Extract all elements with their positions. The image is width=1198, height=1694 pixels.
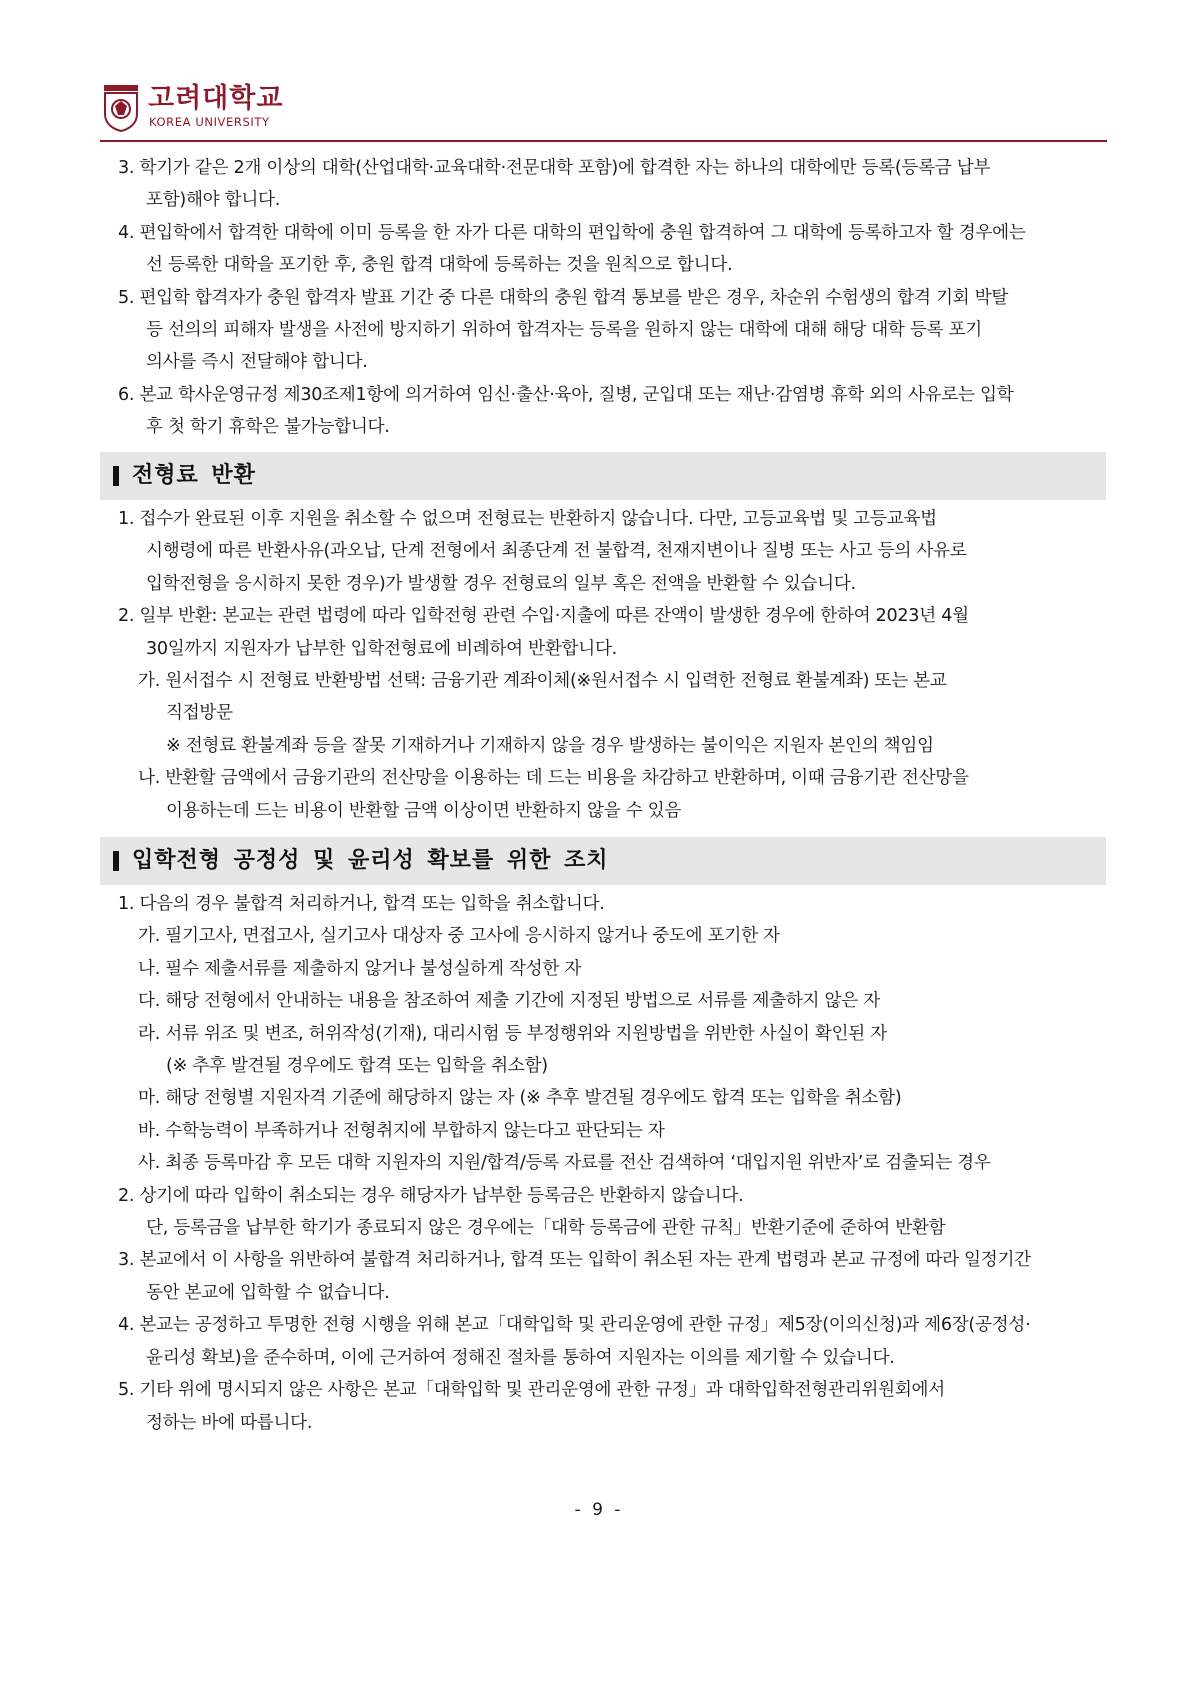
- section-header-fairness-ethics: [100, 837, 1106, 885]
- sub-list-item: 나. 반환할 금액에서 금융기관의 전산망을 이용하는 데 드는 비용을 차감하고 반환하며, 이때 금융기관 전산망을: [138, 768, 969, 789]
- university-name-korean: 고려대학교: [148, 83, 284, 114]
- list-item: 4. 본교는 공정하고 투명한 전형 시행을 위해 본교「대학입학 및 관리운영에 관한 규정」제5장(이의신청)과 제6장(공정성·: [118, 1315, 1031, 1336]
- list-item: 3. 본교에서 이 사항을 위반하여 불합격 처리하거나, 합격 또는 입학이 취소된 자는 관계 법령과 본교 규정에 따라 일정기간: [118, 1250, 1031, 1271]
- sub-list-item: 다. 해당 전형에서 안내하는 내용을 참조하여 제출 기간에 지정된 방법으로 서류를 제출하지 않은 자: [138, 991, 880, 1012]
- sub-list-item-continuation: 이용하는데 드는 비용이 반환할 금액 이상이면 반환하지 않을 수 있음: [166, 800, 682, 821]
- list-item: 5. 기타 위에 명시되지 않은 사항은 본교「대학입학 및 관리운영에 관한 규정」과 대학입학전형관리위원회에서: [118, 1380, 945, 1401]
- section-marker-icon: [113, 466, 119, 486]
- section-title: 전형료 반환: [132, 463, 256, 488]
- list-item-continuation: 선 등록한 대학을 포기한 후, 충원 합격 대학에 등록하는 것을 원칙으로 합니다.: [146, 255, 733, 276]
- sub-list-item: 라. 서류 위조 및 변조, 허위작성(기재), 대리시험 등 부정행위와 지원방법을 위반한 사실이 확인된 자: [138, 1023, 887, 1044]
- note-line: (※ 추후 발견될 경우에도 합격 또는 입학을 취소함): [166, 1056, 548, 1077]
- list-item: 1. 접수가 완료된 이후 지원을 취소할 수 없으며 전형료는 반환하지 않습니다. 다만, 고등교육법 및 고등교육법: [118, 509, 937, 529]
- list-item-continuation: 정하는 바에 따릅니다.: [146, 1412, 313, 1433]
- section-marker-icon: [113, 851, 119, 871]
- sub-list-item: 사. 최종 등록마감 후 모든 대학 지원자의 지원/합격/등록 자료를 전산 검색하여 ‘대입지원 위반자’로 검출되는 경우: [138, 1153, 991, 1174]
- list-item-continuation: 윤리성 확보)을 준수하며, 이에 근거하여 정해진 절차를 통하여 지원자는 이의를 제기할 수 있습니다.: [146, 1347, 895, 1368]
- enrollment-rules-list: [118, 152, 1106, 444]
- list-item-continuation: 입학전형을 응시하지 못한 경우)가 발생할 경우 전형료의 일부 혹은 전액을 반환할 수 있습니다.: [146, 573, 856, 594]
- list-item: 6. 본교 학사운영규정 제30조제1항에 의거하여 임신·출산·육아, 질병, 군입대 또는 재난·감염병 휴학 외의 사유로는 입학: [118, 384, 1014, 405]
- sub-list-item: 바. 수학능력이 부족하거나 전형취지에 부합하지 않는다고 판단되는 자: [138, 1120, 665, 1141]
- list-item: 2. 상기에 따라 입학이 취소되는 경우 해당자가 납부한 등록금은 반환하지 않습니다.: [118, 1185, 744, 1206]
- korea-university-emblem-icon: [102, 84, 140, 132]
- section-header-fee-refund: [100, 452, 1106, 500]
- list-item-continuation: 후 첫 학기 휴학은 불가능합니다.: [146, 417, 390, 438]
- list-item: 3. 학기가 같은 2개 이상의 대학(산업대학·교육대학·전문대학 포함)에 합격한 자는 하나의 대학에만 등록(등록금 납부: [118, 158, 991, 178]
- university-name-english: KOREA UNIVERSITY: [149, 115, 270, 129]
- list-item: 4. 편입학에서 합격한 대학에 이미 등록을 한 자가 다른 대학의 편입학에 충원 합격하여 그 대학에 등록하고자 할 경우에는: [118, 222, 1026, 243]
- list-item-continuation: 단, 등록금을 납부한 학기가 종료되지 않은 경우에는「대학 등록금에 관한 규칙」반환기준에 준하여 반환함: [146, 1218, 946, 1239]
- fairness-measures-list: [118, 888, 1106, 1439]
- sub-list-item-continuation: 직접방문: [166, 703, 233, 724]
- sub-list-item: 나. 필수 제출서류를 제출하지 않거나 불성실하게 작성한 자: [138, 958, 582, 979]
- page-number: - 9 -: [574, 1500, 624, 1520]
- sub-list-item: 가. 원서접수 시 전형료 반환방법 선택: 금융기관 계좌이체(※원서접수 시 입력한 전형료 환불계좌) 또는 본교: [138, 671, 947, 692]
- list-item-continuation: 포함)해야 합니다.: [146, 190, 281, 211]
- sub-list-item: 마. 해당 전형별 지원자격 기준에 해당하지 않는 자 (※ 추후 발견될 경우에도 합격 또는 입학을 취소함): [138, 1088, 902, 1109]
- list-item-continuation: 의사를 즉시 전달해야 합니다.: [146, 352, 368, 373]
- list-item-continuation: 30일까지 지원자가 납부한 입학전형료에 비례하여 반환합니다.: [146, 638, 617, 659]
- page-header: [100, 82, 1106, 142]
- list-item: 2. 일부 반환: 본교는 관련 법령에 따라 입학전형 관련 수입·지출에 따른 잔액이 발생한 경우에 한하여 2023년 4월: [118, 606, 969, 627]
- header-divider: [100, 140, 1107, 142]
- list-item-continuation: 등 선의의 피해자 발생을 사전에 방지하기 위하여 합격자는 등록을 원하지 않는 대학에 대해 해당 대학 등록 포기: [146, 320, 982, 341]
- list-item-continuation: 동안 본교에 입학할 수 없습니다.: [146, 1282, 390, 1303]
- fee-refund-list: [118, 503, 1106, 827]
- list-item-continuation: 시행령에 따른 반환사유(과오납, 단계 전형에서 최종단계 전 불합격, 천재지변이나 질병 또는 사고 등의 사유로: [146, 541, 967, 562]
- list-item: 5. 편입학 합격자가 충원 합격자 발표 기간 중 다른 대학의 충원 합격 통보를 받은 경우, 차순위 수험생의 합격 기회 박탈: [118, 287, 1009, 308]
- sub-list-item: 가. 필기고사, 면접고사, 실기고사 대상자 중 고사에 응시하지 않거나 중도에 포기한 자: [138, 926, 780, 947]
- section-title: 입학전형 공정성 및 윤리성 확보를 위한 조치: [132, 848, 609, 873]
- list-item: 1. 다음의 경우 불합격 처리하거나, 합격 또는 입학을 취소합니다.: [118, 894, 605, 914]
- note-line: ※ 전형료 환불계좌 등을 잘못 기재하거나 기재하지 않을 경우 발생하는 불이익은 지원자 본인의 책임임: [166, 735, 934, 756]
